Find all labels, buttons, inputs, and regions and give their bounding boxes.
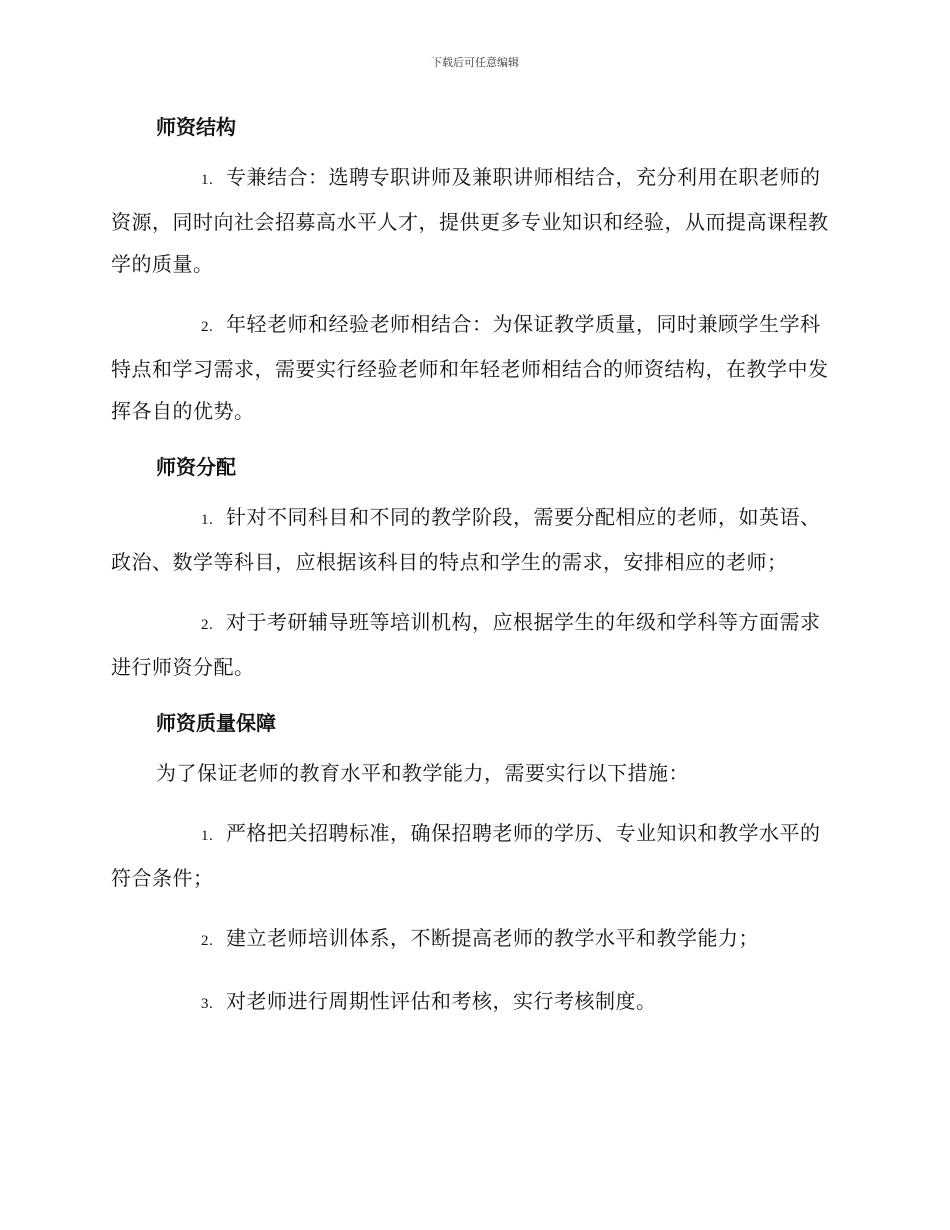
list-number: 1. — [201, 512, 214, 528]
list-number: 1. — [201, 828, 214, 844]
document-body — [111, 110, 836, 1025]
section-title-quality: 师资质量保障 — [156, 711, 276, 735]
section-intro: 为了保证老师的教育水平和教学能力，需要实行以下措施： — [156, 761, 689, 785]
list-item-text: 严格把关招聘标准，确保招聘老师的学历、专业知识和教学水平的符合条件； — [111, 821, 821, 890]
section-title-allocation: 师资分配 — [156, 455, 236, 479]
list-item — [111, 917, 836, 962]
section-title-structure: 师资结构 — [156, 115, 236, 139]
list-number: 2. — [201, 319, 214, 335]
list-item-text: 建立老师培训体系，不断提高老师的教学水平和教学能力； — [226, 926, 759, 950]
list-item — [111, 303, 836, 432]
list-number: 1. — [201, 172, 214, 188]
page-header: 下载后可任意编辑 — [431, 56, 519, 69]
list-item — [111, 980, 836, 1025]
list-item — [111, 812, 836, 899]
list-item-text: 专兼结合：选聘专职讲师及兼职讲师相结合，充分利用在职老师的资源，同时向社会招募高水平人才，提供更多专业知识和经验，从而提高课程教学的质量。 — [111, 165, 829, 276]
list-number: 2. — [201, 933, 214, 949]
list-item-text: 年轻老师和经验老师相结合：为保证教学质量，同时兼顾学生学科特点和学习需求，需要实行经验老师和年轻老师相结合的师资结构，在教学中发挥各自的优势。 — [111, 312, 829, 423]
list-item — [111, 601, 836, 688]
list-item — [111, 156, 836, 285]
list-item — [111, 496, 836, 583]
list-item-text: 针对不同科目和不同的教学阶段，需要分配相应的老师，如英语、政治、数学等科目，应根据该科目的特点和学生的需求，安排相应的老师； — [111, 505, 821, 574]
list-item-text: 对老师进行周期性评估和考核，实行考核制度。 — [226, 989, 657, 1013]
list-number: 3. — [201, 996, 214, 1012]
list-number: 2. — [201, 617, 214, 633]
list-item-text: 对于考研辅导班等培训机构，应根据学生的年级和学科等方面需求进行师资分配。 — [111, 610, 821, 679]
